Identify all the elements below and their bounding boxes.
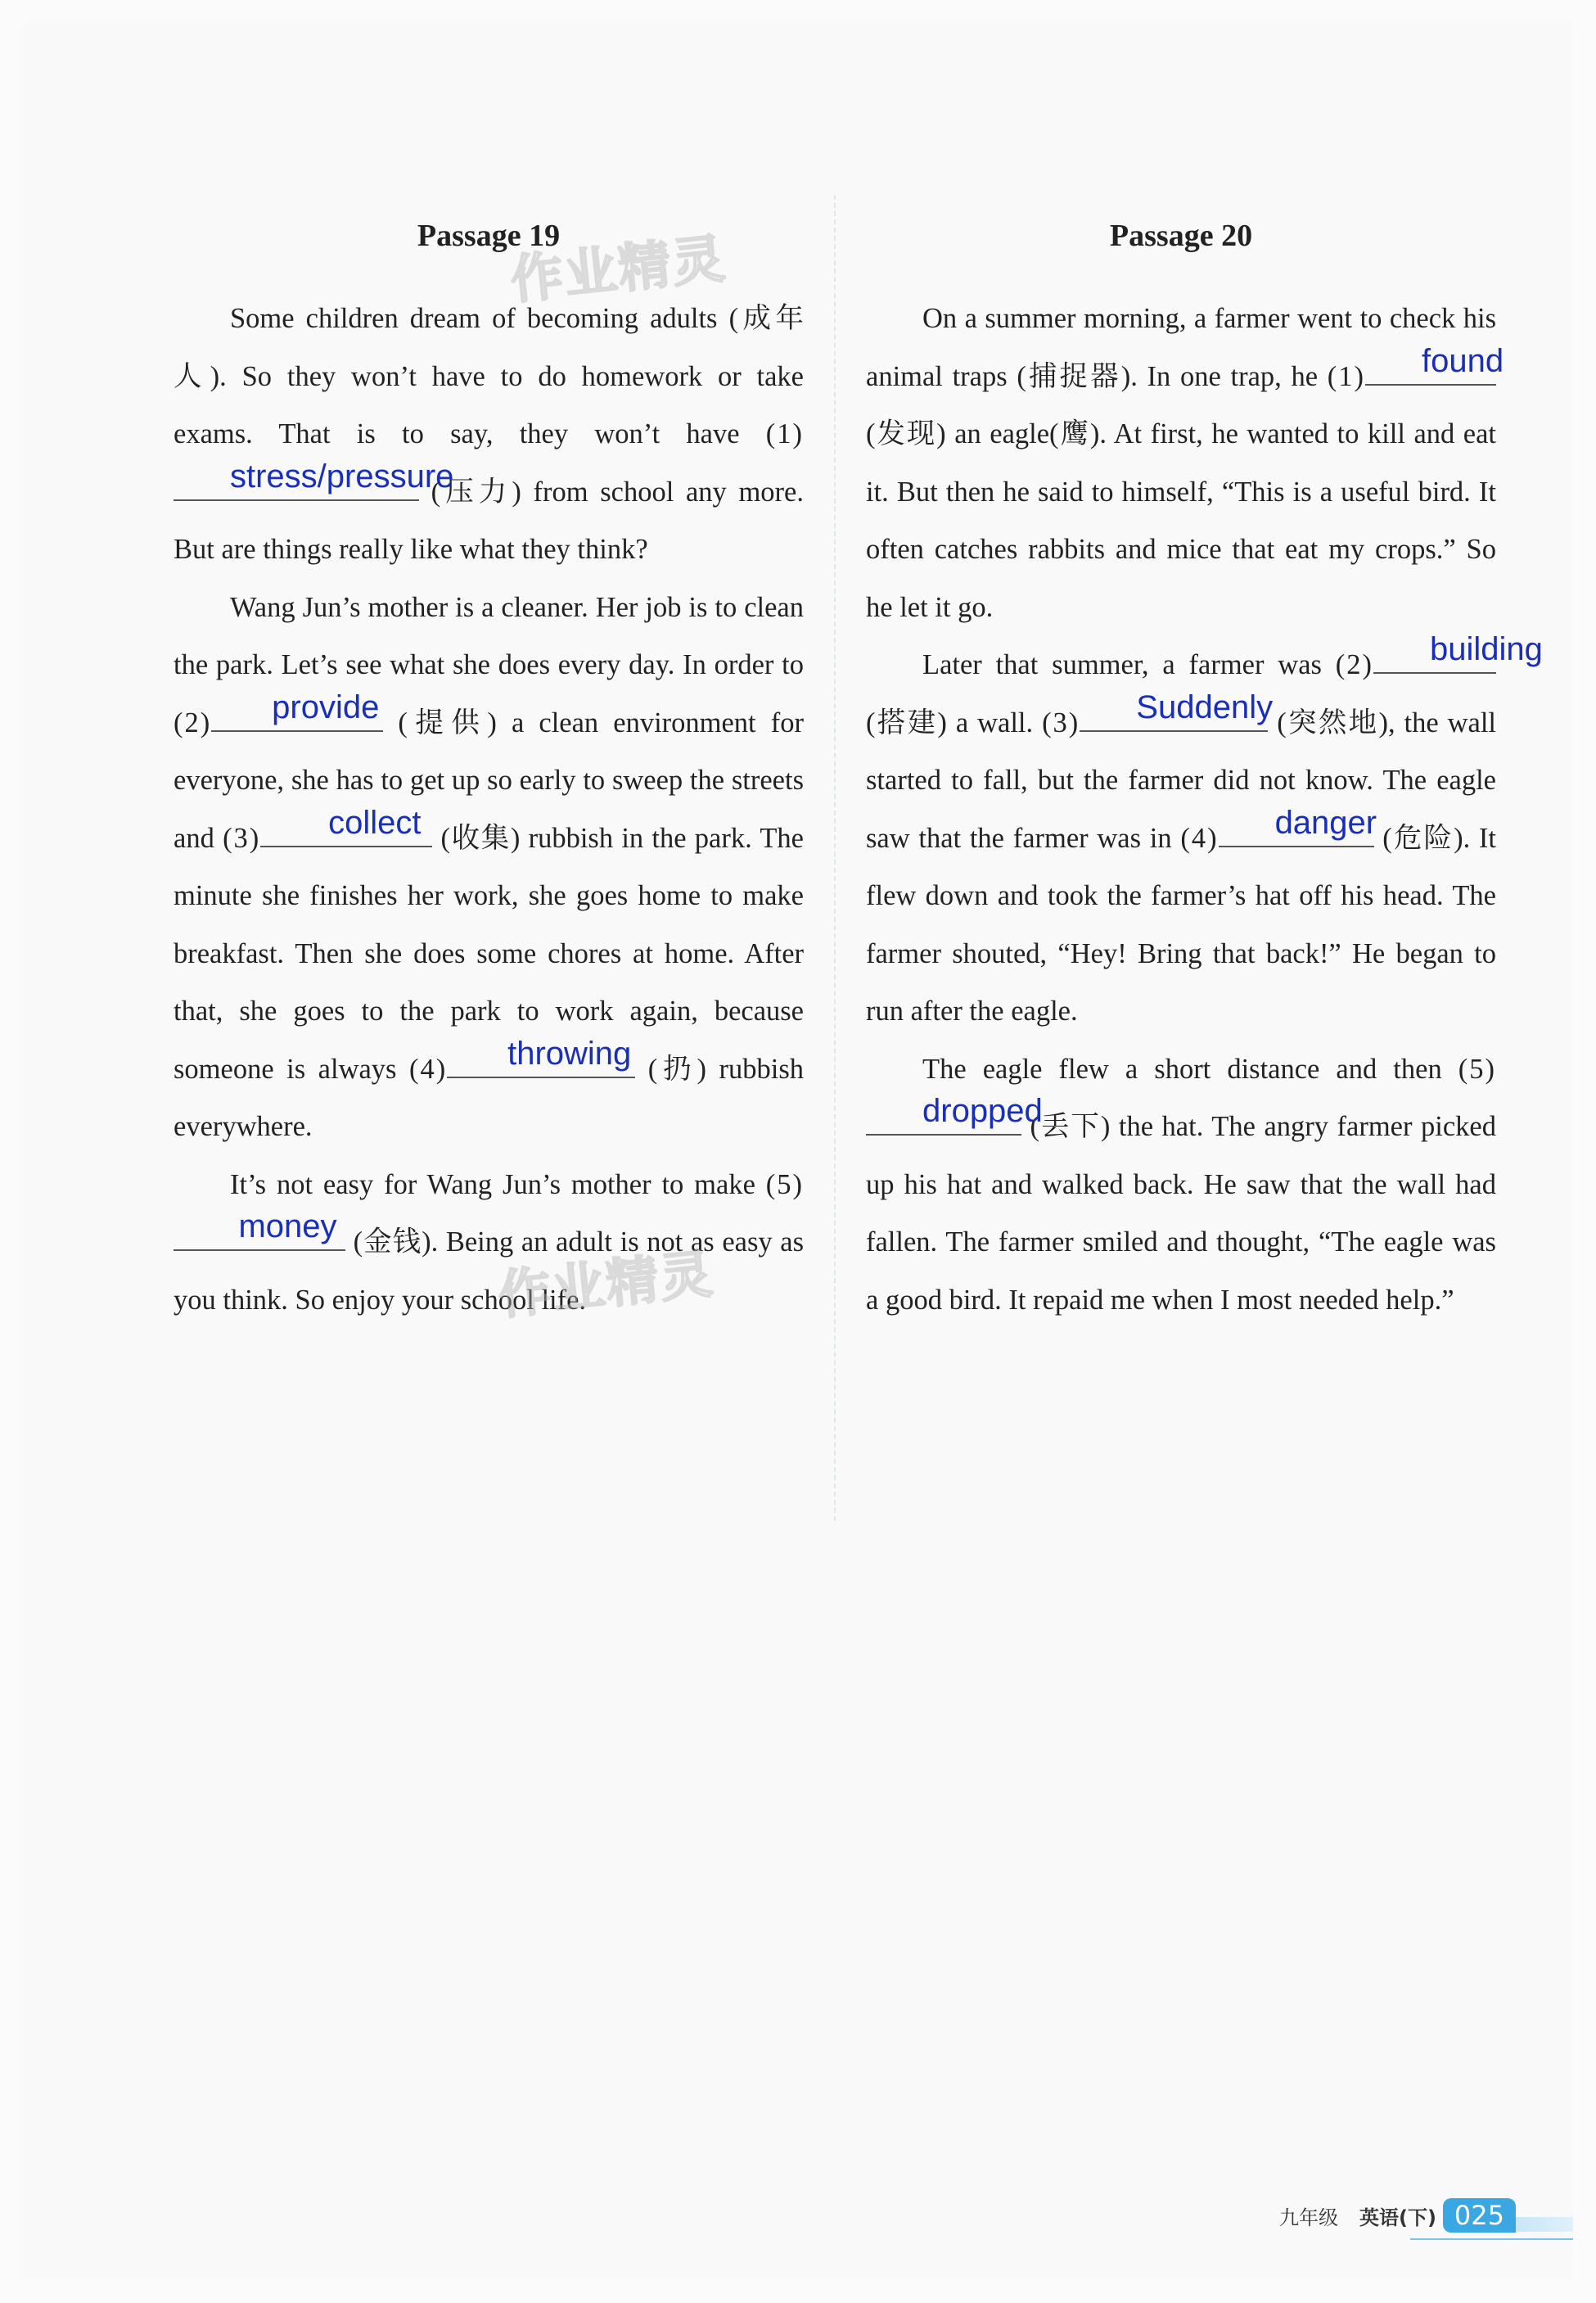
text: (金钱). Being an adult is not as easy as you think. So enjoy your school life. — [174, 1226, 804, 1316]
answer-text: danger — [1274, 804, 1377, 841]
answer-blank[interactable] — [1373, 631, 1543, 674]
answer-blank[interactable] — [174, 458, 454, 501]
blank-number: (3) — [1042, 707, 1080, 738]
text: (危险). It flew down and took the farmer’s hat off his head. The farmer shouted, “Hey! Bring that back!” He began to run after the eagle. — [866, 822, 1497, 1027]
text: (收集) rubbish in the park. The minute she finishes her work, she goes home to make breakfast. Then she does some chores at home. After that, she goes to the park to work again, because someone is always — [174, 822, 804, 1085]
answer-blank[interactable] — [1219, 804, 1377, 847]
blank-number: (4) — [408, 1053, 448, 1085]
text: Some children dream of becoming adults (成年人). So they won’t have to do homework or take exams. That is to say, they won’t have — [174, 303, 804, 449]
answer-blank[interactable] — [211, 689, 383, 732]
page-footer — [1279, 2192, 1516, 2238]
answer-text: dropped — [922, 1093, 1043, 1129]
answer-text: building — [1430, 631, 1543, 667]
answer-text: found — [1422, 342, 1504, 379]
passage-20 — [866, 219, 1543, 1329]
paragraph — [866, 290, 1504, 636]
text: The eagle flew a short distance and then — [922, 1053, 1458, 1085]
blank-number: (5) — [1458, 1053, 1496, 1085]
text: (压力) from school any more. But are things really like what they think? — [174, 476, 804, 565]
answer-blank[interactable] — [1365, 342, 1504, 386]
blank-number: (2) — [1335, 649, 1373, 680]
footer-rule — [1410, 2238, 1573, 2240]
passage-title: Passage 19 — [417, 219, 561, 253]
answer-blank[interactable] — [1080, 689, 1274, 732]
answer-text: provide — [272, 689, 380, 725]
paragraph — [866, 631, 1543, 1041]
text: (突然地), the wall started to fall, but the farmer did not know. The eagle saw that the farmer was in — [866, 707, 1496, 854]
answer-blank[interactable] — [866, 1093, 1043, 1136]
watermark: 作业精灵 — [507, 228, 729, 312]
text: (搭建) a wall. — [866, 707, 1043, 738]
text: (扔) rubbish everywhere. — [174, 1053, 804, 1142]
blank-number: (4) — [1180, 822, 1219, 854]
paragraph — [174, 579, 804, 1156]
answer-text: stress/pressure — [230, 458, 454, 494]
text: On a summer morning, a farmer went to check his animal traps (捕捉器). In one trap, he — [866, 303, 1496, 392]
answer-text: collect — [328, 804, 422, 841]
blank-number: (3) — [223, 822, 261, 854]
paragraph — [866, 1041, 1496, 1330]
page-number: 025 — [1443, 2198, 1516, 2233]
subject-label: 英语(下) — [1359, 2206, 1436, 2229]
text: Later that summer, a farmer was — [922, 649, 1336, 680]
text: (发现) an eagle(鹰). At first, he wanted to kill and eat it. But then he said to himself, “This is a useful bird. It often catches rabbits and mice that eat my crops.” So he let it go. — [866, 418, 1496, 623]
page — [23, 23, 1573, 2280]
column-divider — [834, 195, 836, 1521]
answer-text: throwing — [507, 1035, 632, 1072]
text: (提供) a clean environment for everyone, she has to get up so early to sweep the streets and — [174, 707, 804, 854]
answer-blank[interactable] — [447, 1035, 635, 1078]
paragraph — [174, 290, 804, 579]
passage-title: Passage 20 — [1109, 219, 1253, 253]
blank-number: (1) — [765, 418, 804, 449]
text: Wang Jun’s mother is a cleaner. Her job is to clean the park. Let’s see what she does every day. In order to — [174, 591, 804, 680]
answer-blank[interactable] — [174, 1208, 345, 1251]
passage-19 — [174, 219, 804, 1329]
answer-text: money — [238, 1208, 337, 1244]
blank-number: (2) — [174, 707, 212, 738]
watermark: 作业精灵 — [495, 1244, 717, 1327]
grade-label: 九年级 — [1278, 2206, 1338, 2229]
text: It’s not easy for Wang Jun’s mother to make — [230, 1168, 766, 1200]
answer-blank[interactable] — [260, 804, 432, 847]
blank-number: (5) — [765, 1168, 804, 1200]
answer-text: Suddenly — [1136, 689, 1274, 725]
blank-number: (1) — [1327, 360, 1365, 392]
text: (丢下) the hat. The angry farmer picked up his hat and walked back. He saw that the wall had fallen. The farmer smiled and thought, “The eagle was a good bird. It repaid me when I most needed help.” — [866, 1111, 1496, 1316]
